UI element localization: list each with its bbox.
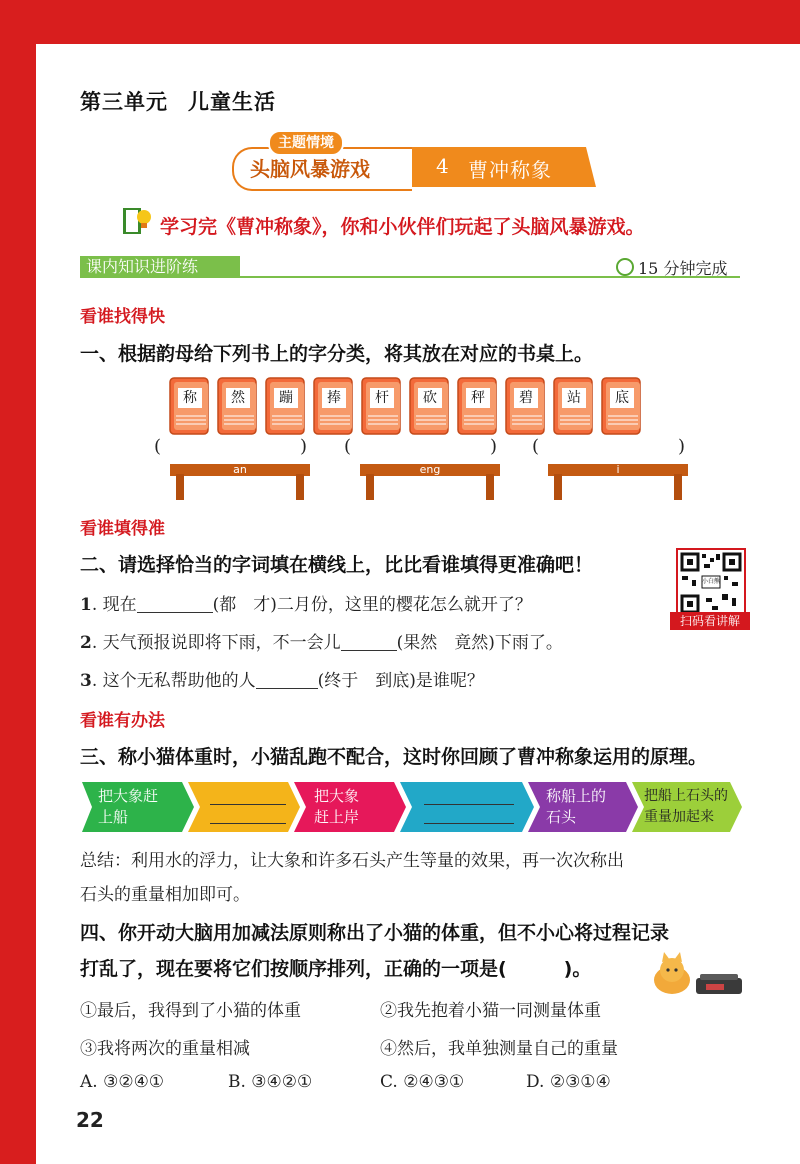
flow-line: 赶上岸: [314, 808, 360, 826]
desk-leg: [296, 474, 304, 500]
desk-leg: [486, 474, 494, 500]
flow-line: 把船上石头的: [644, 788, 728, 804]
statement-3: ③我将两次的重量相减: [80, 1039, 250, 1059]
qr-center-text: 小白熊: [702, 578, 721, 585]
desk-leg: [674, 474, 682, 500]
desk-paren-open: (: [344, 436, 352, 457]
flow-step-6-text: [644, 786, 740, 828]
answer-blank[interactable]: [341, 632, 397, 651]
qr-code[interactable]: [676, 548, 746, 618]
part4-question-line-2: 打乱了，现在要将它们按顺序排列，正确的一项是( )。: [80, 958, 592, 980]
book-character: 底: [610, 388, 634, 408]
item-number: 2: [80, 633, 92, 653]
part4-question-line-1: 四、你开动大脑用加减法原则称出了小猫的体重，但不小心将过程记录: [80, 922, 670, 944]
answer-blank[interactable]: [256, 670, 318, 689]
unit-number: 第三单元: [80, 89, 168, 114]
book[interactable]: [264, 374, 308, 438]
item-number: 1: [80, 595, 92, 615]
desk-row: [154, 436, 686, 500]
desk-paren-close: ): [300, 436, 308, 457]
desk-leg: [176, 474, 184, 500]
desk-an: [154, 436, 310, 500]
desk-label-an: an: [233, 463, 247, 476]
answer-blank[interactable]: [137, 594, 213, 613]
book-row: [168, 374, 668, 442]
book-character: 捧: [322, 388, 346, 408]
summary-line-2: 石头的重量相加即可。: [80, 885, 250, 905]
intro-text: 学习完《曹冲称象》，你和小伙伴们玩起了头脑风暴游戏。: [160, 216, 645, 238]
desk-eng: [344, 436, 500, 500]
item-text: . 现在: [91, 595, 137, 615]
item-text: 下雨了。: [494, 633, 563, 653]
choice-a[interactable]: A. ③②④①: [80, 1072, 165, 1092]
qr-label: 扫码看讲解: [670, 612, 750, 630]
desk-paren-close: ): [678, 436, 686, 457]
theme-name: 头脑风暴游戏: [250, 157, 370, 181]
book[interactable]: [600, 374, 644, 438]
book-character: 然: [226, 388, 250, 408]
flow-line: 把大象赶: [98, 787, 159, 805]
desk-leg: [554, 474, 562, 500]
lesson-number: 4: [436, 154, 449, 178]
desk-paren-open: (: [154, 436, 162, 457]
flow-step-5-text: [546, 786, 630, 828]
item-options: (果然 竟然): [396, 633, 495, 653]
page-number: 22: [76, 1108, 104, 1132]
answer-blank[interactable]: [424, 805, 514, 824]
book[interactable]: [552, 374, 596, 438]
unit-title: [80, 86, 276, 116]
book-character: 称: [178, 388, 202, 408]
flow-line: 上船: [98, 808, 129, 826]
process-flow: [82, 782, 742, 832]
flow-step-3-text: [314, 786, 394, 828]
timer-label: 15 分钟完成: [638, 259, 728, 278]
part2-subhead: 看谁填得准: [80, 519, 165, 539]
timer: [616, 256, 727, 279]
choice-b[interactable]: B. ③④②①: [228, 1072, 313, 1092]
fill-item-1: [80, 590, 532, 615]
answer-blank[interactable]: [424, 790, 514, 805]
flow-line: 重量加起来: [644, 809, 714, 825]
book[interactable]: [408, 374, 452, 438]
book[interactable]: [456, 374, 500, 438]
desk-leg: [366, 474, 374, 500]
item-number: 3: [80, 671, 92, 691]
part3-subhead: 看谁有办法: [80, 711, 165, 731]
statement-4: ④然后，我单独测量自己的重量: [380, 1039, 618, 1059]
item-text: . 天气预报说即将下雨，不一会儿: [91, 633, 341, 653]
part3-question: 三、称小猫体重时，小猫乱跑不配合，这时你回顾了曹冲称象运用的原理。: [80, 746, 708, 768]
book-character: 站: [562, 388, 586, 408]
part1-question: 一、根据韵母给下列书上的字分类，将其放在对应的书桌上。: [80, 343, 594, 365]
book[interactable]: [312, 374, 356, 438]
desk-i: [532, 436, 688, 500]
statement-2: ②我先抱着小猫一同测量体重: [380, 1001, 601, 1021]
book-character: 杆: [370, 388, 394, 408]
flow-line: 石头: [546, 808, 577, 826]
fill-item-3: [80, 666, 484, 691]
flow-step-1-text: [98, 786, 186, 828]
book-character: 秤: [466, 388, 490, 408]
flow-line: 把大象: [314, 787, 360, 805]
statement-1: ①最后，我得到了小猫的体重: [80, 1001, 301, 1021]
summary-line-1: 总结：利用水的浮力，让大象和许多石头产生等量的效果，再一次次称出: [80, 851, 624, 871]
lesson-title: 曹冲称象: [468, 158, 552, 182]
worksheet-page: [36, 44, 800, 1164]
part1-subhead: 看谁找得快: [80, 307, 165, 327]
clock-icon: [616, 258, 634, 276]
part2-question: 二、请选择恰当的字词填在横线上，比比看谁填得更准确吧！: [80, 554, 594, 576]
book[interactable]: [168, 374, 212, 438]
book-lightbulb-icon: [122, 206, 152, 236]
answer-blank[interactable]: [210, 790, 286, 805]
theme-tag: 主题情境: [268, 130, 344, 156]
book[interactable]: [216, 374, 260, 438]
desk-paren-open: (: [532, 436, 540, 457]
item-options: (都 才): [212, 595, 277, 615]
book[interactable]: [504, 374, 548, 438]
item-text: 是谁呢？: [415, 671, 484, 691]
desk-label-i: i: [616, 463, 620, 476]
section-title: 课内知识进阶练: [80, 256, 240, 278]
choice-d[interactable]: D. ②③①④: [526, 1072, 611, 1092]
desk-label-eng: eng: [419, 463, 441, 476]
flow-step-4-blanks[interactable]: [424, 790, 514, 824]
choice-c[interactable]: C. ②④③①: [380, 1072, 465, 1092]
desk-paren-close: ): [490, 436, 498, 457]
item-options: (终于 到底): [317, 671, 416, 691]
fill-item-2: [80, 628, 563, 653]
book-character: 碧: [514, 388, 538, 408]
flow-line: 称船上的: [546, 787, 607, 805]
flow-step-2-blanks[interactable]: [210, 790, 286, 824]
answer-blank[interactable]: [210, 805, 286, 824]
unit-name: 儿童生活: [188, 89, 276, 114]
cat-on-scale-icon: [648, 952, 748, 1002]
book[interactable]: [360, 374, 404, 438]
item-text: . 这个无私帮助他的人: [91, 671, 256, 691]
book-character: 砍: [418, 388, 442, 408]
item-text: 二月份，这里的樱花怎么就开了？: [276, 595, 532, 615]
book-character: 蹦: [274, 388, 298, 408]
